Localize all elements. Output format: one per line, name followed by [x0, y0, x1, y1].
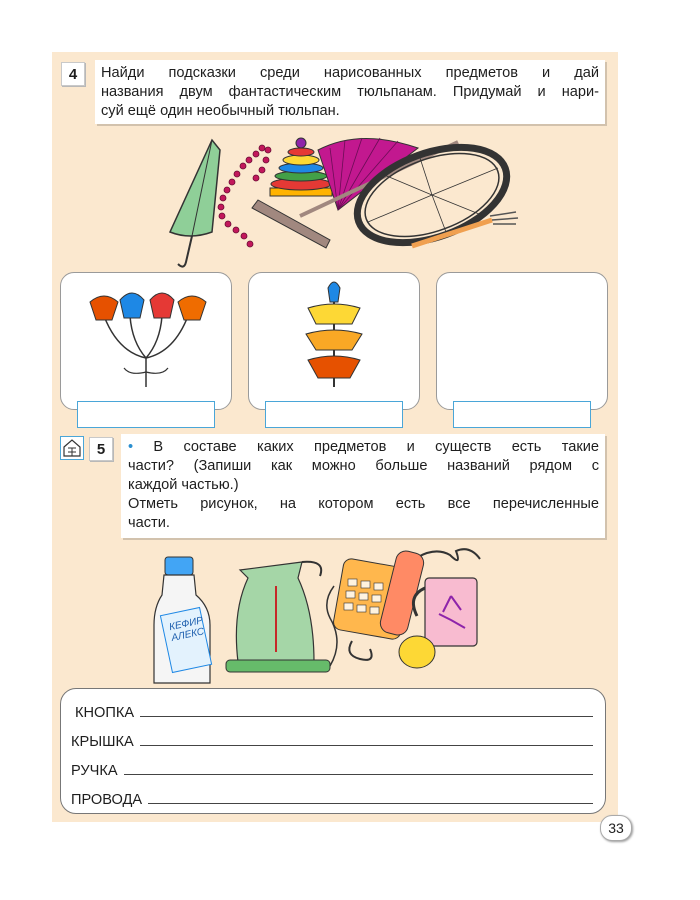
task-5-line-3: каждой частью.) [128, 477, 239, 493]
umbrella-icon [170, 140, 220, 267]
answer-row-provoda [69, 786, 593, 808]
task-5-number: 5 [89, 437, 113, 461]
task-5-line-4: Отметь рисунок, на котором есть все перечисленные [128, 496, 599, 512]
task-4-line-1: Найди подсказки среди нарисованных предметов и дай [101, 65, 599, 81]
tulip-beads-umbrella-drawing [60, 272, 232, 410]
answer-line[interactable] [140, 716, 593, 717]
tulip-fan-rake-drawing [248, 272, 420, 410]
answer-line[interactable] [140, 745, 593, 746]
answer-row-kryshka [69, 728, 593, 750]
tulip-name-field-1[interactable] [77, 401, 215, 428]
answer-row-label: КРЫШКА [71, 734, 134, 750]
answer-line[interactable] [124, 774, 593, 775]
beads-icon [218, 145, 271, 247]
answer-row-knopka [73, 699, 593, 721]
answer-row-label: ПРОВОДА [71, 792, 143, 808]
fork-icon [412, 212, 518, 246]
answer-line[interactable] [148, 803, 593, 804]
task-4-line-2: названия двум фантастическим тюльпанам. Придумай и нари- [101, 84, 599, 100]
task-5-line-5: части. [128, 515, 170, 531]
house-grid-icon [60, 436, 84, 460]
page-number: 33 [600, 815, 632, 841]
task-4-line-3: суй ещё один необычный тюльпан. [101, 103, 340, 119]
kefir-bottle-label: КЕФИР АЛЕКС [168, 615, 206, 644]
answer-panel [60, 688, 606, 814]
tulip-card-3-empty-drawing-area[interactable] [436, 272, 608, 410]
electric-kettle-picture[interactable] [218, 552, 348, 682]
pyramid-toy-icon [270, 138, 332, 196]
task-5-line-1-text: В составе каких предметов и существ есть такие [153, 439, 599, 455]
mug-and-lemon-picture[interactable] [395, 570, 490, 680]
task-4-number: 4 [61, 62, 85, 86]
task-5-text [121, 434, 605, 538]
tulip-name-field-2[interactable] [265, 401, 403, 428]
task-5-line-1 [128, 438, 599, 457]
answer-row-label: РУЧКА [71, 763, 118, 779]
bullet-icon: • [128, 439, 134, 455]
answer-row-ruchka [69, 757, 593, 779]
tulip-name-field-3[interactable] [453, 401, 591, 428]
task-5-line-2: части? (Запиши как можно больше названий рядом с [128, 458, 599, 474]
answer-row-label: КНОПКА [75, 705, 135, 721]
